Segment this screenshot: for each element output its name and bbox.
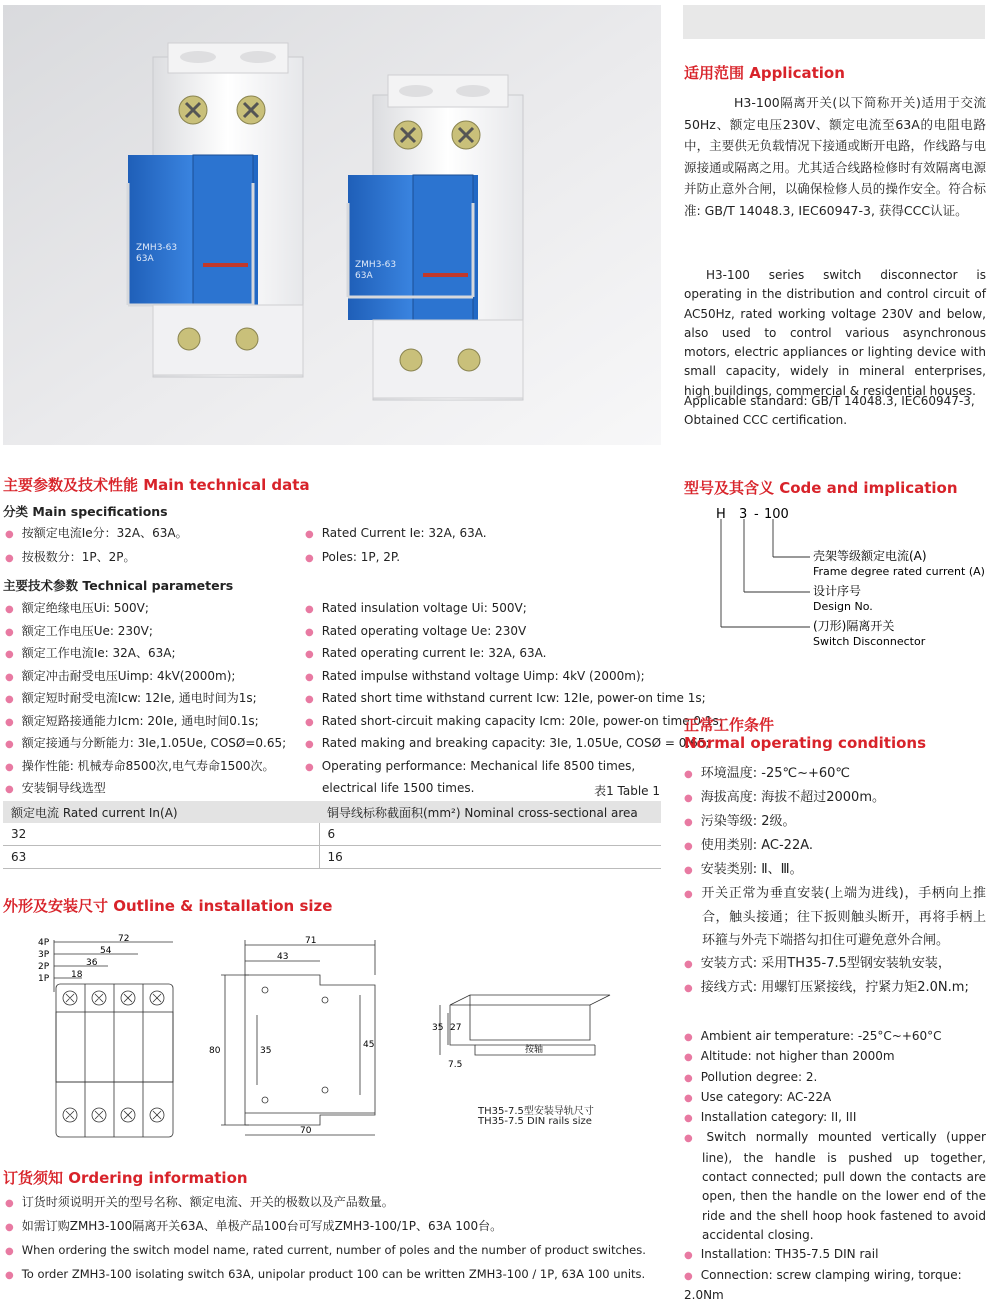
main-data-title: 主要参数及技术性能 Main technical data [3, 476, 310, 494]
list-item: ● Installation: TH35-7.5 DIN rail [684, 1245, 986, 1265]
rail-label: 按轴 [525, 1045, 544, 1055]
dim-label: 45 [363, 1040, 375, 1050]
code-title: 型号及其含义 Code and implication [684, 479, 958, 497]
conditions-cn-list [684, 762, 986, 1000]
list-item: ● 额定工作电压Ue: 230V; [5, 621, 286, 644]
list-item: ● Rated making and breaking capacity: 3Ie, 1.05Ue, COSØ = 0.65; [305, 733, 723, 756]
conditions-title-en: Normal operating conditions [684, 734, 927, 752]
list-item: ● Connection: screw clamping wiring, torque: 2.0Nm [684, 1266, 986, 1305]
list-item: ● Altitude: not higher than 2000m [684, 1047, 986, 1067]
code-part-cn: (刀形)隔离开关 [813, 619, 895, 633]
product-photo [3, 5, 661, 445]
pole-label: 4P [38, 938, 50, 948]
rail-caption-en: TH35-7.5 DIN rails size [478, 1116, 592, 1127]
code-char: 3 [739, 507, 748, 522]
spec-left-list [5, 522, 188, 570]
pole-label: 3P [38, 950, 50, 960]
dim-label: 18 [71, 970, 83, 980]
list-item: ● 操作性能: 机械寿命8500次,电气寿命1500次。 [5, 756, 286, 779]
table-header-cell: 铜导线标称截面积(mm²) Nominal cross-sectional area [327, 805, 638, 820]
code-part-cn: 壳架等级额定电流(A) [813, 549, 927, 563]
list-item: ● Rated short time withstand current Icw: 12Ie, power-on time 1s; [305, 688, 723, 711]
table-cell: 16 [327, 850, 343, 864]
list-item: ● Pollution degree: 2. [684, 1068, 986, 1088]
list-item: ● 按额定电流Ie分：32A、63A。 [5, 522, 188, 546]
spec-heading: 分类 Main specifications [3, 504, 168, 519]
list-item: ● Rated operating current Ie: 32A, 63A. [305, 643, 723, 666]
code-diagram [700, 503, 990, 653]
application-en-text: H3-100 series switch disconnector is operating in the distribution and control circuit of AC50Hz, rated working voltage 230V and below, also used to control various asynchronous motors, electric appliances or lighting device with small capacity, widely in mineral enterprises, high buildings, commercial & residential houses. [684, 268, 986, 398]
list-item: ● Operating performance: Mechanical life 8500 times, [305, 756, 723, 779]
list-item: ● 安装铜导线选型 [5, 778, 286, 801]
side-view-drawing [205, 935, 395, 1145]
list-item: ● 额定工作电流Ie: 32A、63A; [5, 643, 286, 666]
copper-wire-table [3, 801, 661, 869]
list-item: ● 订货时须说明开关的型号名称、额定电流、开关的极数以及产品数量。 [5, 1191, 646, 1215]
dim-label: 54 [100, 946, 112, 956]
dim-label: 80 [209, 1046, 221, 1056]
list-item: ● Poles: 1P, 2P. [305, 546, 487, 570]
svg-text:ZMH3-63: ZMH3-63 [355, 260, 397, 270]
code-part-en: Design No. [813, 600, 873, 613]
ordering-title: 订货须知 Ordering information [3, 1169, 248, 1187]
table-header-row [3, 801, 661, 823]
list-item: ● When ordering the switch model name, rated current, number of poles and the number of product switches. [5, 1239, 646, 1263]
conditions-en-list [684, 1027, 986, 1305]
application-en-standard: Applicable standard: GB/T 14048.3, IEC60947-3, [684, 394, 975, 408]
outline-title: 外形及安装尺寸 Outline & installation size [3, 897, 333, 915]
list-item: ● To order ZMH3-100 isolating switch 63A, unipolar product 100 can be written ZMH3-100 / 1P, 63A 100 units. [5, 1263, 646, 1287]
list-item: ● 额定短时耐受电流Icw: 12Ie, 通电时间为1s; [5, 688, 286, 711]
code-part-en: Switch Disconnector [813, 635, 926, 648]
list-item: ● Ambient air temperature: -25°C~+60°C [684, 1027, 986, 1047]
table-caption: 表1 Table 1 [594, 784, 660, 798]
spec-right-list [305, 522, 487, 570]
pole-label: 1P [38, 974, 50, 984]
tech-right-list [305, 598, 723, 799]
list-item: ● 额定冲击耐受电压Uimp: 4kV(2000m); [5, 666, 286, 689]
list-item: ● Rated operating voltage Ue: 230V [305, 621, 723, 644]
switch-unit-right [348, 75, 523, 400]
dim-label: 27 [450, 1023, 462, 1033]
list-item: ● Rated short-circuit making capacity Icm: 20Ie, power-on time 0.1s; [305, 711, 723, 734]
dim-label: 70 [300, 1126, 312, 1136]
svg-text:63A: 63A [136, 254, 154, 264]
list-item: ● 海拔高度: 海拔不超过2000m。 [684, 786, 986, 810]
conditions-title-cn: 正常工作条件 [684, 716, 775, 734]
code-part-cn: 设计序号 [813, 584, 862, 598]
header-bar [683, 5, 985, 39]
dim-label: 7.5 [448, 1060, 463, 1070]
list-item: ● Installation category: II, III [684, 1108, 986, 1128]
list-item: ● 按极数分：1P、2P。 [5, 546, 188, 570]
tech-left-list [5, 598, 286, 801]
list-item: ● 接线方式: 用螺钉压紧接线，拧紧力矩2.0N.m; [684, 976, 986, 1000]
list-item: ● 额定绝缘电压Ui: 500V; [5, 598, 286, 621]
table-cell: 32 [3, 823, 319, 846]
svg-text:ZMH3-63: ZMH3-63 [136, 243, 178, 253]
list-item: ● Rated insulation voltage Ui: 500V; [305, 598, 723, 621]
code-char: 100 [764, 507, 789, 522]
dim-label: 72 [118, 934, 130, 944]
list-item: ● 额定短路接通能力Icm: 20Ie, 通电时间0.1s; [5, 711, 286, 734]
dim-label: 36 [86, 958, 98, 968]
application-title: 适用范围 Application [684, 64, 845, 82]
list-item: ● Rated impulse withstand voltage Uimp: 4kV (2000m); [305, 666, 723, 689]
list-item: ● 使用类别: AC-22A. [684, 834, 986, 858]
list-item: ● Use category: AC-22A [684, 1088, 986, 1108]
din-rail-drawing [420, 985, 620, 1075]
table-cell: 6 [327, 827, 336, 841]
svg-text:63A: 63A [355, 271, 373, 281]
list-item: ● Rated Current Ie: 32A, 63A. [305, 522, 487, 546]
list-item: ● 安装类别: Ⅱ、Ⅲ。 [684, 858, 986, 882]
dim-label: 35 [432, 1023, 444, 1033]
list-item: ● 污染等级: 2级。 [684, 810, 986, 834]
list-item: ● 环境温度: -25℃~+60℃ [684, 762, 986, 786]
code-part-en: Frame degree rated current (A) [813, 565, 985, 578]
list-item: ● 安装方式: 采用TH35-7.5型钢安装轨安装， [684, 952, 986, 976]
application-cn-text: H3-100隔离开关(以下简称开关)适用于交流50Hz、额定电压230V、额定电流至63A的电阻电路中，主要供无负载情况下接通或断开电路，作线路与电源接通或隔离之用。尤其适合线路检修时有效隔离电源并防止意外合闸，以确保检修人员的操作安全。符合标准: GB/T 14048.3, IEC60947-3, 获得CCC认证。 [684, 95, 986, 218]
list-item-continued: electrical life 1500 times. [322, 781, 475, 795]
rail-caption-cn: TH35-7.5型安装导轨尺寸 [478, 1106, 594, 1117]
tech-heading: 主要技术参数 Technical parameters [3, 578, 234, 593]
list-item: ● Switch normally mounted vertically (upper line), the handle is pushed up together, contact connected; pull down the contacts are open, then the handle on the lower end of the ride and the shell hoop hook fastened to avoid accidental closing. [684, 1128, 986, 1245]
code-char: - [754, 507, 759, 522]
dim-label: 35 [260, 1046, 272, 1056]
application-en-cert: Obtained CCC certification. [684, 413, 848, 427]
pole-label: 2P [38, 962, 50, 972]
table-row [3, 823, 661, 846]
dim-label: 71 [305, 936, 317, 946]
switch-unit-left [128, 43, 303, 377]
code-char: H [716, 507, 726, 522]
list-item: ● 额定接通与分断能力: 3Ie,1.05Ue, COSØ=0.65; [5, 733, 286, 756]
ordering-list [5, 1191, 646, 1287]
front-view-drawing [38, 932, 198, 1142]
table-header-cell: 额定电流 Rated current In(A) [11, 805, 178, 820]
table-row [3, 846, 661, 869]
dim-label: 43 [277, 952, 289, 962]
table-cell: 63 [3, 846, 319, 869]
list-item: ● 如需订购ZMH3-100隔离开关63A、单极产品100台可写成ZMH3-100/1P、63A 100台。 [5, 1215, 646, 1239]
list-item: ● 开关正常为垂直安装(上端为进线)，手柄向上推合，触头接通；往下扳则触头断开，再将手柄上环箍与外壳下端搭勾扣住可避免意外合闸。 [684, 882, 986, 952]
